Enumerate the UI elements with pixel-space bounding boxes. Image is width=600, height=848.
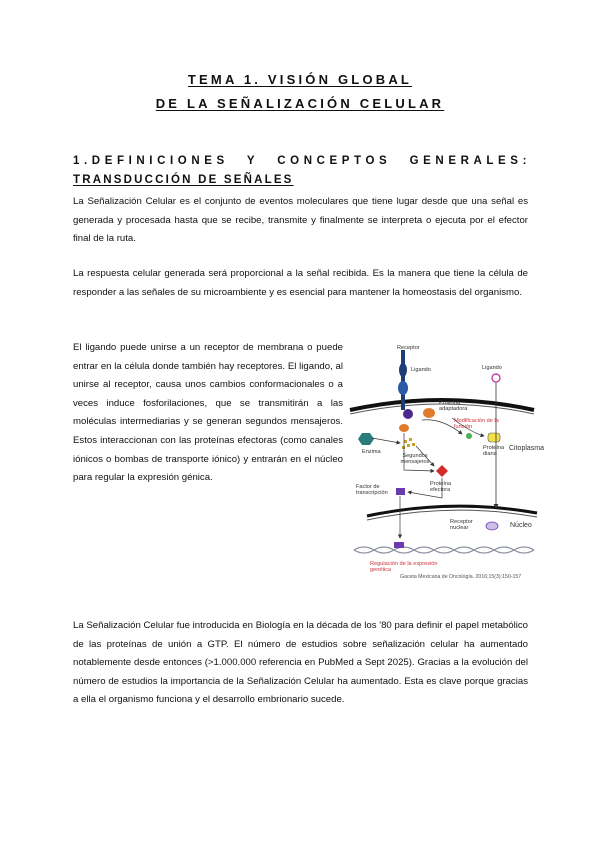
label-receptor: Receptor — [397, 345, 420, 351]
intermediary-protein-icon — [403, 409, 413, 419]
transcription-factor-icon — [396, 488, 405, 495]
section-heading: 1.DEFINICIONES Y CONCEPTOS GENERALES: — [73, 155, 531, 167]
enzyme-icon — [358, 433, 374, 445]
nuclear-membrane — [367, 506, 537, 516]
adaptor-protein-icon — [423, 408, 435, 418]
label-enzyme: Enzima — [362, 449, 381, 455]
free-ligand-icon — [492, 374, 500, 382]
paragraph-response: La respuesta celular generada será proporcional a la señal recibida. Es la manera que tiene la célula de responder a las señales de su microambiente y es esencial para mantener la homeostasis del organismo. — [73, 268, 528, 298]
document-title-line-2: DE LA SEÑALIZACIÓN CELULAR — [155, 96, 445, 111]
label-gene-regulation: Regulación de la expresión genética — [370, 561, 438, 574]
label-adaptor-protein: Proteína adaptadora — [439, 400, 468, 413]
label-cytoplasm: Citoplasma — [509, 445, 545, 452]
paragraph-history: La Señalización Celular fue introducida en Biología en la década de los '80 para definir el papel metabólico de las proteínas de unión a GTP. El número de estudios sobre señalización celular ha aumentado notablemente desde entonces (>1.000.000 referencia en PubMed a Sept 2025). Gracias a la evolución del número de estudios la importancia de la Señalización Celular ha aumentado. Esta es clave porque gracias a ella el organismo funciona y el desarrollo embrionario sucede. — [73, 620, 528, 706]
figure-caption: Gaceta Mexicana de Oncología. 2016;15(3):150-157 — [400, 574, 522, 580]
label-ligand-left: Ligando — [411, 367, 431, 373]
label-target-protein: Proteína diana — [483, 445, 505, 458]
label-second-messengers: Segundos mensajeros — [400, 453, 430, 466]
effector-protein-icon — [436, 465, 448, 477]
label-function-modification: Modificación de la función — [454, 418, 499, 431]
nuclear-receptor-icon — [486, 522, 498, 530]
target-protein-icon — [488, 433, 500, 442]
label-effector-protein: Proteína efectora — [430, 481, 452, 494]
section-subheading: TRANSDUCCIÓN DE SEÑALES — [73, 174, 294, 186]
document-title-line-1: TEMA 1. VISIÓN GLOBAL — [187, 72, 413, 87]
label-nuclear-receptor: Receptor nuclear — [450, 519, 473, 532]
label-nucleus: Núcleo — [510, 522, 532, 529]
dna-strand-icon — [354, 547, 534, 553]
label-transcription-factor: Factor de transcripción — [356, 484, 388, 497]
label-ligand-right: Ligando — [482, 365, 502, 371]
paragraph-definition: La Señalización Celular es el conjunto de eventos moleculares que tiene lugar desde que una señal es generada y procesada hasta que se recibe, transmite y finalmente se interpreta o ejecuta por el efector final de la ruta. — [73, 196, 528, 245]
paragraph-ligand: El ligando puede unirse a un receptor de membrana o puede entrar en la célula donde también hay receptores. El ligando, al unirse al receptor, causa unos cambios conformacionales o a veces induce fosforilaciones, que se transmitirán a las moléculas intermediarias y se generan segundos mensajeros. Estos interaccionan con las proteínas efectoras (como canales iónicos o bombas de transporte iónico) y entrarán en el núcleo para regular la expresión génica. — [73, 342, 343, 484]
cell-signaling-diagram — [342, 338, 545, 583]
